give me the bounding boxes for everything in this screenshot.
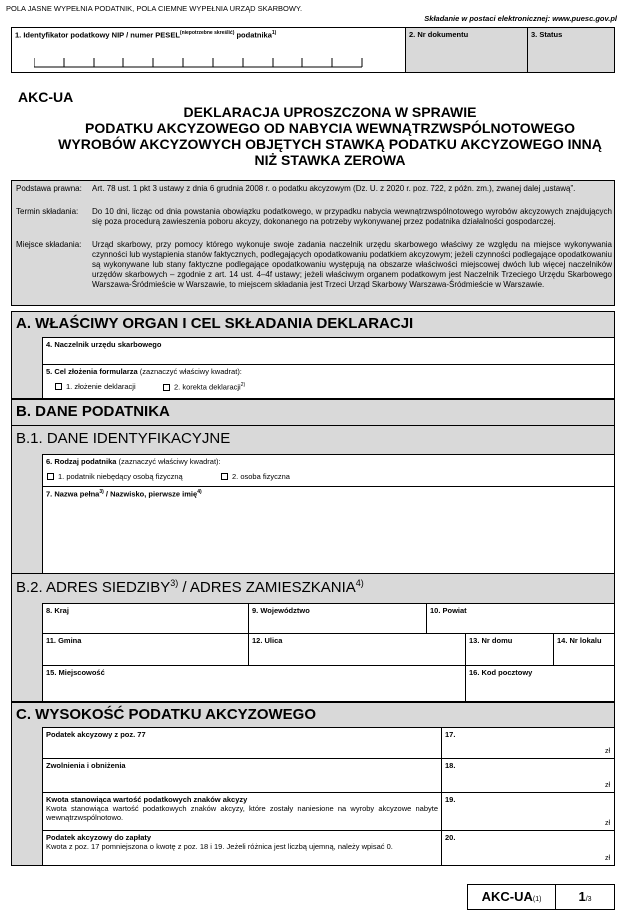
tax-row-description: Kwota stanowiąca wartość podatkowych znaków akcyzy, które zostały naniesione na wyroby akcyzowe nabyte wewnątrzwspólnotowo. bbox=[46, 804, 438, 822]
field-11-label: 11. Gmina bbox=[46, 636, 82, 645]
nip-digit-boxes bbox=[34, 56, 364, 68]
tax-row-label-cell bbox=[43, 793, 441, 830]
field-2-label: 2. Nr dokumentu bbox=[409, 30, 469, 39]
tax-row bbox=[43, 728, 615, 759]
field-16-label: 16. Kod pocztowy bbox=[469, 668, 533, 677]
option-natural-person[interactable]: 2. osoba fizyczna bbox=[221, 472, 290, 481]
option-non-natural-person[interactable]: 1. podatnik niebędący osobą fizyczną bbox=[47, 472, 183, 481]
field-14-apartment-number[interactable] bbox=[553, 633, 614, 665]
field-10-label: 10. Powiat bbox=[430, 606, 467, 615]
tax-row bbox=[43, 759, 615, 793]
field-3-label: 3. Status bbox=[531, 30, 563, 39]
tax-row-label-cell bbox=[43, 728, 441, 758]
form-title: DEKLARACJA UPROSZCZONA W SPRAWIE PODATKU AKCYZOWEGO OD NABYCIA WEWNĄTRZWSPÓLNOTOWEGO WYROBÓW AKCYZOWYCH OBJĘTYCH STAWKĄ PODATKU AKCYZOWEGO INNĄ NIŻ STAWKA ZEROWA bbox=[58, 104, 602, 168]
section-b-title: B. DANE PODATNIKA bbox=[16, 403, 170, 420]
tax-row-number: 20. bbox=[445, 833, 456, 842]
field-8-label: 8. Kraj bbox=[46, 606, 69, 615]
tax-amount-field[interactable] bbox=[441, 759, 615, 792]
checkbox-icon[interactable] bbox=[55, 383, 62, 390]
tax-amount-field[interactable] bbox=[441, 793, 615, 830]
option-correct-declaration[interactable]: 2. korekta deklaracji$^{2)}$ bbox=[163, 382, 245, 392]
field-16-postal-code[interactable] bbox=[465, 665, 614, 701]
section-a-title: A. WŁAŚCIWY ORGAN I CEL SKŁADANIA DEKLARACJI bbox=[16, 315, 414, 332]
field-7-full-name[interactable] bbox=[42, 486, 614, 573]
tax-amount-field[interactable] bbox=[441, 831, 615, 865]
tax-row-number: 19. bbox=[445, 795, 456, 804]
section-b1-title: B.1. DANE IDENTYFIKACYJNE bbox=[16, 430, 231, 447]
section-b bbox=[11, 399, 615, 702]
tax-row-label: Podatek akcyzowy do zapłaty bbox=[46, 833, 152, 842]
place-text: Urząd skarbowy, przy pomocy którego wykonuje swoje zadania naczelnik urzędu skarbowego właściwy ze względu na miejsce wykonywania czynności lub wystąpienia stanów faktycznych, podlegających opodatkowaniu podatkiem akcyzowym; jeżeli czynności podlegające opodatkowaniu są wykonywane lub stany faktyczne podlegające opodatkowaniu występują na obszarze właściwości miejscowej dwóch lub więcej naczelników urzędów skarbowych – zgodnie z art. 14 ust. 4–4f ustawy; jeżeli właściwym organem podatkowym jest Naczelnik Trzeciego Urzędu Skarbowego Warszawa-Śródmieście w Warszawie, to miejscem składania jest Trzeci Urząd Skarbowy Warszawa-Śródmieście w Warszawie. bbox=[92, 240, 612, 289]
field-11-commune[interactable] bbox=[42, 633, 248, 665]
form-code: AKC-UA bbox=[18, 89, 74, 105]
electronic-filing-note: Składanie w postaci elektronicznej: www.puesc.gov.pl bbox=[424, 14, 617, 23]
section-c-title: C. WYSOKOŚĆ PODATKU AKCYZOWEGO bbox=[16, 706, 316, 723]
field-5-label: 5. Cel złożenia formularza (zaznaczyć właściwy kwadrat): bbox=[46, 367, 242, 376]
field-8-country[interactable] bbox=[42, 603, 248, 633]
field-4-label: 4. Naczelnik urzędu skarbowego bbox=[46, 340, 162, 349]
deadline-text: Do 10 dni, licząc od dnia powstania obowiązku podatkowego, w przypadku nabycia wewnątrzwspólnotowego wyrobów akcyzowych znajdujących się poza procedurą zawieszenia poboru akcyzy, dokonanego na potrzeby wykonywanej przez podatnika działalności gospodarczej. bbox=[92, 207, 612, 226]
page-number: 1 bbox=[578, 889, 586, 904]
field-7-label: 7. Nazwa pełna$^{3)}$ / Nazwisko, pierwsze imię$^{4)}$ bbox=[46, 489, 202, 499]
field-3-status bbox=[528, 28, 614, 72]
info-block bbox=[11, 180, 615, 306]
field-13-label: 13. Nr domu bbox=[469, 636, 513, 645]
field-1-label: 1. Identyfikator podatkowy NIP / numer $PESEL^{(niepotrzebne skreślić)}$ podatnika$^{1)}$ bbox=[15, 30, 277, 40]
id-box bbox=[11, 27, 615, 73]
checkbox-icon[interactable] bbox=[163, 384, 170, 391]
tax-row-number: 17. bbox=[445, 730, 456, 739]
field-15-label: 15. Miejscowość bbox=[46, 668, 105, 677]
footer-form-code bbox=[467, 884, 615, 910]
field-13-house-number[interactable] bbox=[465, 633, 553, 665]
tax-row-label: Zwolnienia i obniżenia bbox=[46, 761, 126, 770]
field-15-locality[interactable] bbox=[42, 665, 465, 701]
tax-row-number: 18. bbox=[445, 761, 456, 770]
tax-row-label: Kwota stanowiąca wartość podatkowych znaków akcyzy bbox=[46, 795, 248, 804]
field-12-label: 12. Ulica bbox=[252, 636, 283, 645]
section-c bbox=[11, 702, 615, 866]
deadline-label: Termin składania: bbox=[16, 207, 79, 216]
checkbox-icon[interactable] bbox=[47, 473, 54, 480]
page-total: /3 bbox=[585, 896, 592, 903]
field-10-county[interactable] bbox=[426, 603, 614, 633]
tax-row-label: Podatek akcyzowy z poz. 77 bbox=[46, 730, 146, 739]
currency-unit: zł bbox=[604, 748, 610, 755]
tax-row-description: Kwota z poz. 17 pomniejszona o kwotę z poz. 18 i 19. Jeżeli różnica jest liczbą ujemną, należy wpisać 0. bbox=[46, 842, 393, 851]
place-label: Miejsce składania: bbox=[16, 240, 82, 249]
field-9-label: 9. Województwo bbox=[252, 606, 310, 615]
footer-code: AKC-UA bbox=[481, 889, 533, 904]
legal-basis-label: Podstawa prawna: bbox=[16, 184, 82, 193]
section-c-rows bbox=[42, 727, 614, 865]
field-12-street[interactable] bbox=[248, 633, 465, 665]
tax-row bbox=[43, 793, 615, 831]
tax-amount-field[interactable] bbox=[441, 728, 615, 758]
currency-unit: zł bbox=[604, 820, 610, 827]
tax-row-label-cell bbox=[43, 759, 441, 792]
field-2-document-number bbox=[406, 28, 528, 72]
field-5-purpose bbox=[42, 364, 614, 398]
legal-basis-text: Art. 78 ust. 1 pkt 3 ustawy z dnia 6 grudnia 2008 r. o podatku akcyzowym (Dz. U. z 2020 r. poz. 722, z późn. zm.), zwanej dalej „ustawą”. bbox=[92, 184, 576, 193]
top-note: POLA JASNE WYPEŁNIA PODATNIK, POLA CIEMNE WYPEŁNIA URZĄD SKARBOWY. bbox=[6, 4, 303, 13]
field-9-voivodeship[interactable] bbox=[248, 603, 426, 633]
field-14-label: 14. Nr lokalu bbox=[557, 636, 602, 645]
field-6-taxpayer-type bbox=[42, 454, 614, 486]
tax-row bbox=[43, 831, 615, 866]
currency-unit: zł bbox=[604, 855, 610, 862]
option-submit-declaration[interactable]: 1. złożenie deklaracji bbox=[55, 382, 136, 391]
currency-unit: zł bbox=[604, 782, 610, 789]
field-1-nip-pesel[interactable] bbox=[12, 28, 406, 72]
section-b2-title: B.2. ADRES SIEDZIBY$^{3)}$ / ADRES ZAMIESZKANIA$^{4)}$ bbox=[16, 578, 364, 596]
footer-version: (1) bbox=[532, 896, 542, 903]
field-6-label: 6. Rodzaj podatnika (zaznaczyć właściwy kwadrat): bbox=[46, 457, 221, 466]
section-a bbox=[11, 311, 615, 399]
tax-row-label-cell bbox=[43, 831, 441, 865]
checkbox-icon[interactable] bbox=[221, 473, 228, 480]
